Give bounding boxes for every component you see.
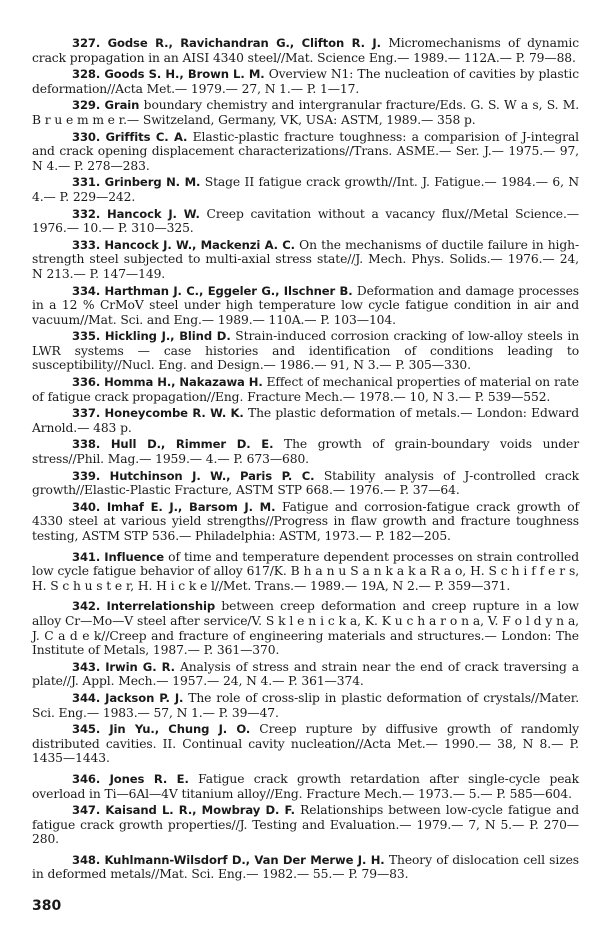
reference-entry: 339. Hutchinson J. W., Paris P. C. Stability analysis of J-controlled crack growth//Elastic-Plastic Fracture, ASTM STP 668.— 1976.— P. 37—64. (32, 468, 579, 498)
reference-entry: 344. Jackson P. J. The role of cross-slip in plastic deformation of crystals//Mater. Sci. Eng.— 1983.— 57, N 1.— P. 39—47. (32, 690, 580, 720)
reference-entry: 337. Honeycombe R. W. K. The plastic deformation of metals.— London: Edward Arnold.— 483 p. (32, 406, 579, 435)
reference-entry: 338. Hull D., Rimmer D. E. The growth of grain-boundary voids under stress//Phil. Mag.— 1959.— 4.— P. 673—680. (32, 437, 579, 467)
reference-entry: 346. Jones R. E. Fatigue crack growth retardation after single-cycle peak overload in Ti—6Al—4V titanium alloy//Eng. Fracture Mech.— 1973.— 5.— P. 585—604. (32, 771, 580, 801)
page-number: 380 (32, 898, 62, 914)
reference-entry: 334. Harthman J. C., Eggeler G., Ilschner B. Deformation and damage processes in a 12 % CrMoV steel under high temperature low cycle fatigue condition in air and vacuum//Mat. Sci. and Eng.— 1989.— 110A.— P. 103—104. (32, 283, 580, 327)
reference-entry: 327. Godse R., Ravichandran G., Clifton R. J. Micromechanisms of dynamic crack propagation in an AISI 4340 steel//Mat. Science Eng.— 1989.— 112A.— P. 79—88. (32, 36, 580, 65)
reference-entry: 336. Homma H., Nakazawa H. Effect of mechanical properties of material on rate of fatigue crack propagation//Eng. Fracture Mech.— 1978.— 10, N 3.— P. 539—552. (32, 375, 579, 404)
reference-entry: 342. Interrelationship between creep deformation and creep rupture in a low alloy Cr—Mo—V steel after service/V. S k l e n i c k a, K. K u c h a r o n a, V. F o l d y n a, J. C a d e k//Creep and fracture of engineering materials and structures.— London: The Institute of Metals, 1987.— P. 361—370. (32, 599, 579, 658)
reference-entry: 329. Grain boundary chemistry and intergranular fracture/Eds. G. S. W a s, S. M. B r u e m m e r.— Switzeland, Germany, VK, USA: ASTM, 1989.— 358 p. (32, 98, 580, 127)
reference-entry: 345. Jin Yu., Chung J. O. Creep rupture by diffusive growth of randomly distributed cavities. II. Continual cavity nucleation//Acta Met.— 1990.— 38, N 8.— P. 1435—1443. (32, 722, 580, 766)
reference-entry: 333. Hancock J. W., Mackenzi A. C. On the mechanisms of ductile failure in high-strength steel subjected to multi-axial stress state//J. Mech. Phys. Solids.— 1976.— 24, N 213.— P. 147—149. (32, 237, 580, 281)
reference-entry: 340. Imhaf E. J., Barsom J. M. Fatigue and corrosion-fatigue crack growth of 4330 steel at various yield strengths//Progress in flaw growth and fracture toughness testing, ASTM STP 536.— Philadelphia: ASTM, 1973.— P. 182—205. (32, 499, 579, 543)
reference-entry: 343. Irwin G. R. Analysis of stress and strain near the end of crack traversing a plate//J. Appl. Mech.— 1957.— 24, N 4.— P. 361—374. (32, 659, 579, 689)
reference-entry: 328. Goods S. H., Brown L. M. Overview N1: The nucleation of cavities by plastic deformation//Acta Met.— 1979.— 27, N 1.— P. 1—17. (32, 67, 579, 96)
reference-entry: 332. Hancock J. W. Creep cavitation without a vacancy flux//Metal Science.— 1976.— 10.— P. 310—325. (32, 206, 579, 236)
reference-entry: 330. Griffits C. A. Elastic-plastic fracture toughness: a comparision of J-integral and crack opening displacement characterizations//Trans. ASME.— Ser. J.— 1975.— 97, N 4.— P. 278—283. (32, 129, 580, 173)
reference-entry: 347. Kaisand L. R., Mowbray D. F. Relationships between low-cycle fatigue and fatigue crack growth properties//J. Testing and Evaluation.— 1979.— 7, N 5.— P. 270—280. (32, 803, 580, 847)
reference-entry: 341. Influence of time and temperature dependent processes on strain controlled low cycle fatigue behavior of alloy 617/K. B h a n u S a n k a k a R a o, H. S c h i f f e r s, H. S c h u s t e r, H. H i c k e l//Met. Trans.— 1989.— 19A, N 2.— P. 359—371. (32, 549, 579, 593)
reference-entry: 331. Grinberg N. M. Stage II fatigue crack growth//Int. J. Fatigue.— 1984.— 6, N 4.— P. 229—242. (32, 175, 579, 204)
reference-entry: 348. Kuhlmann-Wilsdorf D., Van Der Merwe J. H. Theory of dislocation cell sizes in deformed metals//Mat. Sci. Eng.— 1982.— 55.— P. 79—83. (32, 852, 579, 882)
reference-entry: 335. Hickling J., Blind D. Strain-induced corrosion cracking of low-alloy steels in LWR systems — case histories and identification of conditions leading to susceptibility//Nucl. Eng. and Design.— 1986.— 91, N 3.— P. 305—330. (32, 329, 580, 373)
reference-list (32, 36, 579, 884)
